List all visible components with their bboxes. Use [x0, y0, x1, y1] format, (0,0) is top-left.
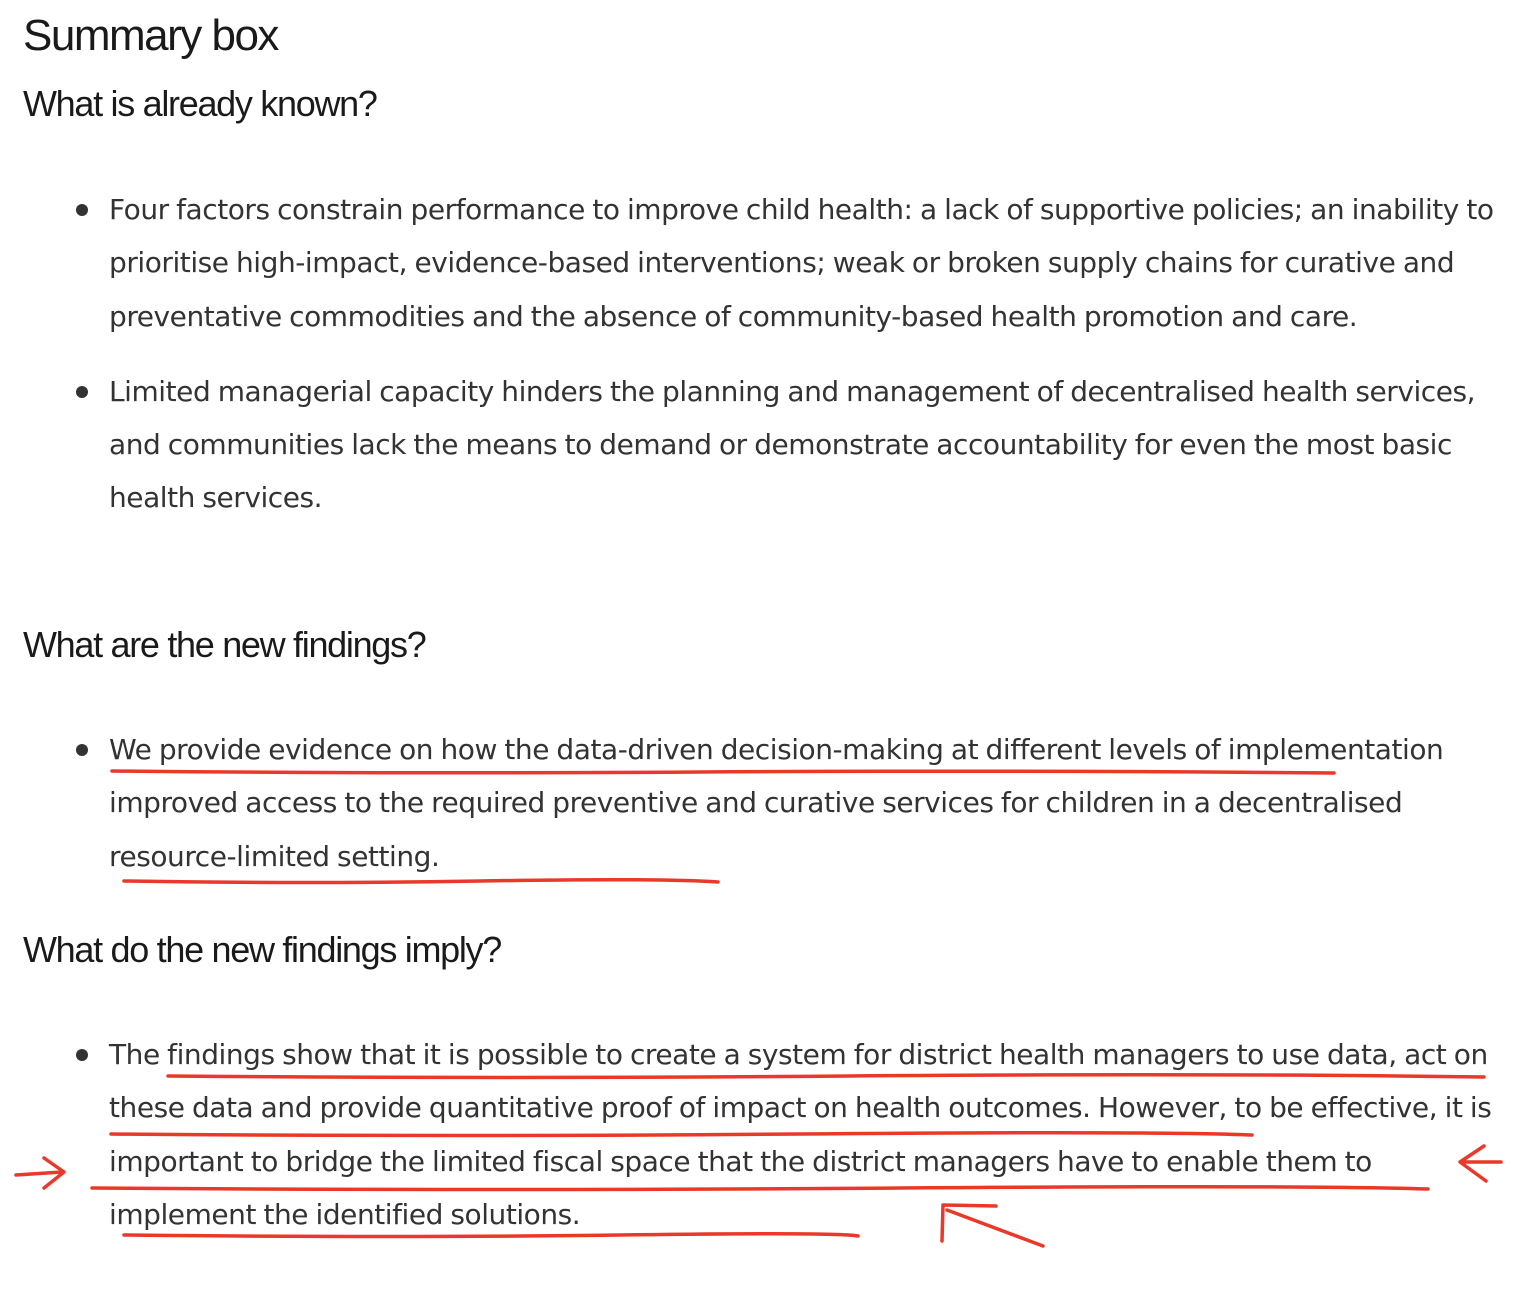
list-new-findings	[0, 723, 1499, 905]
list-item	[0, 1028, 1499, 1241]
list-item-text: We provide evidence on how the data-driven decision-making at different levels of implementation improved access to the required preventive and curative services for children in a decentralised resource-limited setting.	[109, 733, 1444, 873]
heading-new-findings: What are the new findings?	[23, 624, 426, 665]
bullet-icon	[76, 1049, 88, 1061]
list-item-text: Limited managerial capacity hinders the planning and management of decentralised health services, and communities lack the means to demand or demonstrate accountability for even the most basic health services.	[109, 374, 1476, 515]
list-item-text: The findings show that it is possible to create a system for district health managers to use data, act on these data and provide quantitative proof of impact on health outcomes. However, to be effective, it is important to bridge the limited fiscal space that the district managers have to enable them to implement the identified solutions.	[109, 1038, 1492, 1231]
list-findings-imply	[0, 1028, 1499, 1263]
list-item	[0, 365, 1499, 525]
list-item-text: Four factors constrain performance to improve child health: a lack of supportive policies; an inability to prioritise high-impact, evidence-based interventions; weak or broken supply chains for curative and preventative commodities and the absence of community-based health promotion and care.	[109, 193, 1494, 333]
page-title: Summary box	[23, 11, 278, 60]
list-already-known	[0, 183, 1499, 547]
bullet-icon	[76, 204, 88, 216]
list-item	[0, 723, 1499, 883]
heading-findings-imply: What do the new findings imply?	[23, 929, 501, 970]
list-item	[0, 183, 1499, 343]
heading-already-known: What is already known?	[23, 83, 377, 124]
bullet-icon	[76, 744, 88, 756]
bullet-icon	[76, 386, 88, 398]
